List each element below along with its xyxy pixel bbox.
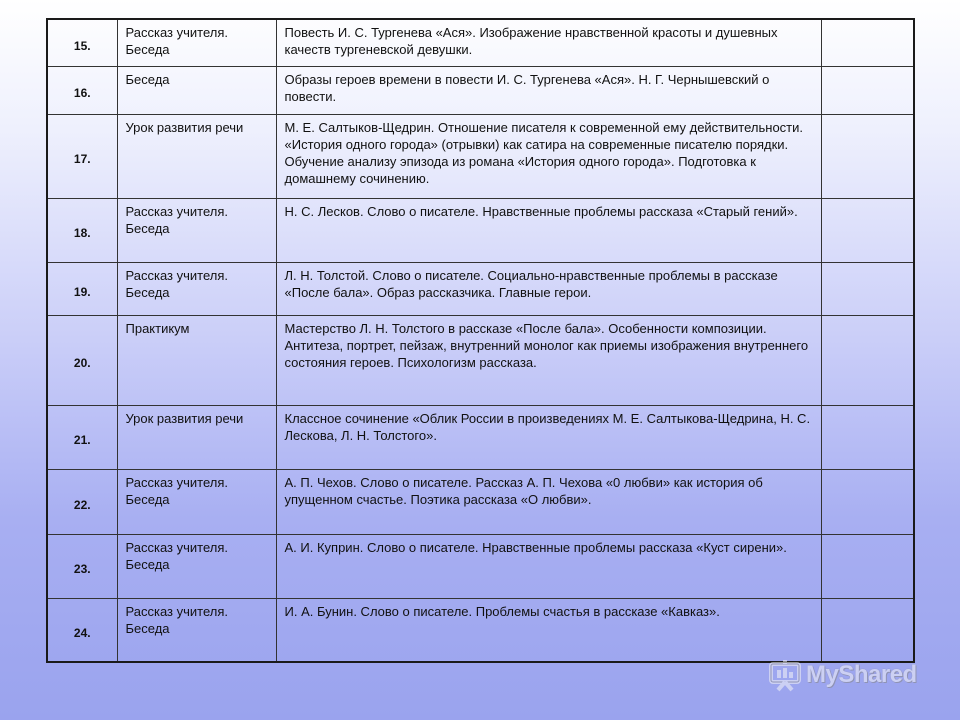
lesson-topic: Образы героев времени в повести И. С. Тургенева «Ася». Н. Г. Чернышевский о повести. — [276, 66, 821, 114]
lesson-form: Рассказ учителя. Беседа — [117, 469, 276, 534]
lesson-number: 15. — [47, 19, 117, 66]
lesson-topic: Н. С. Лесков. Слово о писателе. Нравственные проблемы рассказа «Старый гений». — [276, 198, 821, 262]
lesson-form: Рассказ учителя. Беседа — [117, 598, 276, 662]
lesson-topic: Классное сочинение «Облик России в произведениях М. Е. Салтыкова-Щедрина, Н. С. Лескова, Л. Н. Толстого». — [276, 405, 821, 469]
table-row — [47, 198, 914, 262]
lesson-number: 19. — [47, 262, 117, 315]
empty-cell — [821, 534, 914, 598]
table-row — [47, 405, 914, 469]
empty-cell — [821, 315, 914, 405]
empty-cell — [821, 262, 914, 315]
lesson-form: Урок развития речи — [117, 114, 276, 198]
lesson-number: 21. — [47, 405, 117, 469]
empty-cell — [821, 114, 914, 198]
lesson-form: Рассказ учителя. Беседа — [117, 198, 276, 262]
presentation-board-icon — [768, 658, 804, 692]
lesson-topic: И. А. Бунин. Слово о писателе. Проблемы счастья в рассказе «Кавказ». — [276, 598, 821, 662]
table-row — [47, 262, 914, 315]
lesson-topic: Л. Н. Толстой. Слово о писателе. Социально-нравственные проблемы в рассказе «После бала». Образ рассказчика. Главные герои. — [276, 262, 821, 315]
lesson-number: 24. — [47, 598, 117, 662]
lesson-number: 18. — [47, 198, 117, 262]
lesson-topic: А. И. Куприн. Слово о писателе. Нравственные проблемы рассказа «Куст сирени». — [276, 534, 821, 598]
lesson-number: 20. — [47, 315, 117, 405]
empty-cell — [821, 19, 914, 66]
table-row — [47, 469, 914, 534]
empty-cell — [821, 405, 914, 469]
lesson-form: Рассказ учителя. Беседа — [117, 534, 276, 598]
empty-cell — [821, 598, 914, 662]
lesson-number: 23. — [47, 534, 117, 598]
lesson-form: Практикум — [117, 315, 276, 405]
lesson-form: Урок развития речи — [117, 405, 276, 469]
lesson-number: 16. — [47, 66, 117, 114]
lesson-form: Беседа — [117, 66, 276, 114]
lesson-form: Рассказ учителя. Беседа — [117, 19, 276, 66]
watermark-text: MyShared — [806, 661, 917, 688]
table-row — [47, 598, 914, 662]
lesson-topic: Мастерство Л. Н. Толстого в рассказе «После бала». Особенности композиции. Антитеза, портрет, пейзаж, внутренний монолог как приемы изображения внутреннего состояния героев. Психологизм рассказа. — [276, 315, 821, 405]
lesson-topic: М. Е. Салтыков-Щедрин. Отношение писателя к современной ему действительности. «История одного города» (отрывки) как сатира на современные писателю порядки. Обучение анализу эпизода из романа «История одного города». Подготовка к домашнему сочинению. — [276, 114, 821, 198]
lessons-table — [46, 18, 915, 663]
table-row — [47, 66, 914, 114]
empty-cell — [821, 469, 914, 534]
empty-cell — [821, 198, 914, 262]
table-row — [47, 534, 914, 598]
empty-cell — [821, 66, 914, 114]
table-row — [47, 114, 914, 198]
table-row — [47, 19, 914, 66]
lesson-form: Рассказ учителя. Беседа — [117, 262, 276, 315]
lesson-topic: А. П. Чехов. Слово о писателе. Рассказ А. П. Чехова «0 любви» как история об упущенном счастье. Поэтика рассказа «О любви». — [276, 469, 821, 534]
table-row — [47, 315, 914, 405]
lesson-topic: Повесть И. С. Тургенева «Ася». Изображение нравственной красоты и душевных качеств тургеневской девушки. — [276, 19, 821, 66]
lesson-number: 22. — [47, 469, 117, 534]
lesson-number: 17. — [47, 114, 117, 198]
myshared-watermark — [768, 658, 917, 692]
